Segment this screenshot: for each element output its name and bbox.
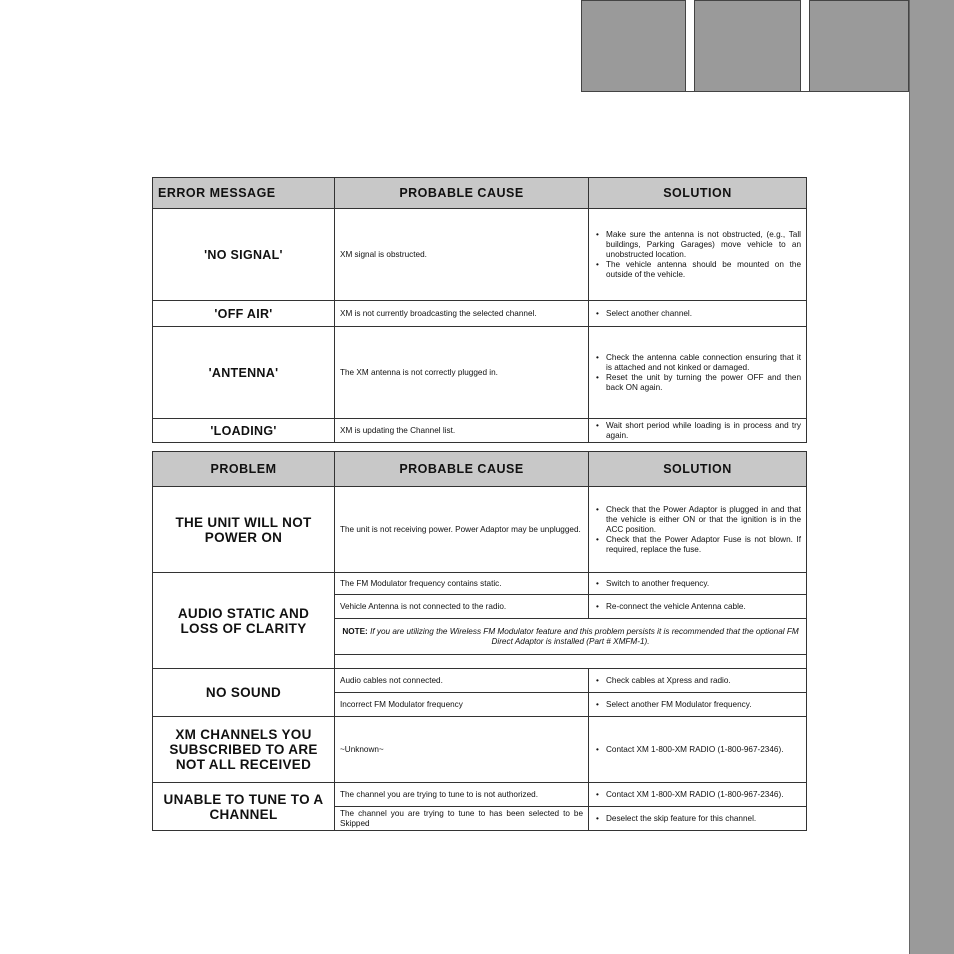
note-label: NOTE: — [342, 626, 368, 636]
header-probable-cause: PROBABLE CAUSE — [335, 178, 589, 209]
problem: XM CHANNELS YOU SUBSCRIBED TO ARE NOT ALL RECEIVED — [153, 717, 335, 783]
table-row — [153, 669, 807, 693]
note-text: If you are utilizing the Wireless FM Modulator feature and this problem persists it is recommended that the optional FM Direct Adaptor is installed (Part # XMFM-1). — [370, 626, 799, 646]
error-message: 'NO SIGNAL' — [153, 209, 335, 301]
problem-table — [152, 451, 807, 831]
empty-cell — [335, 655, 807, 669]
solution — [589, 717, 807, 783]
solution — [589, 573, 807, 595]
chapter-tab-3 — [809, 0, 909, 92]
solution — [589, 327, 807, 419]
table-row — [153, 783, 807, 807]
probable-cause: XM is not currently broadcasting the selected channel. — [335, 301, 589, 327]
table-row — [153, 419, 807, 443]
solution — [589, 693, 807, 717]
page-side-tab — [909, 0, 954, 954]
error-message: 'ANTENNA' — [153, 327, 335, 419]
solution-item: • Reset the unit by turning the power OFF and then back ON again. — [606, 373, 801, 393]
error-message: 'LOADING' — [153, 419, 335, 443]
probable-cause: Incorrect FM Modulator frequency — [335, 693, 589, 717]
solution-item: • Switch to another frequency. — [606, 579, 801, 589]
solution — [589, 419, 807, 443]
table-row — [153, 301, 807, 327]
solution — [589, 301, 807, 327]
header-row — [153, 452, 807, 487]
solution-item: • Check that the Power Adaptor Fuse is not blown. If required, replace the fuse. — [606, 535, 801, 555]
solution — [589, 487, 807, 573]
probable-cause: Audio cables not connected. — [335, 669, 589, 693]
solution-item: • Check cables at Xpress and radio. — [606, 676, 801, 686]
solution-item: • Contact XM 1-800-XM RADIO (1-800-967-2346). — [606, 790, 801, 800]
solution-item: • Check that the Power Adaptor is plugged in and that the vehicle is either ON or that the ignition is in the ACC position. — [606, 505, 801, 535]
probable-cause: ~Unknown~ — [335, 717, 589, 783]
solution — [589, 783, 807, 807]
probable-cause: The channel you are trying to tune to has been selected to be Skipped — [335, 807, 589, 831]
solution — [589, 209, 807, 301]
solution-item: • Select another FM Modulator frequency. — [606, 700, 801, 710]
solution-item: • Select another channel. — [606, 309, 801, 319]
solution-item: • Re-connect the vehicle Antenna cable. — [606, 602, 801, 612]
header-solution: SOLUTION — [589, 178, 807, 209]
probable-cause: The channel you are trying to tune to is not authorized. — [335, 783, 589, 807]
problem: NO SOUND — [153, 669, 335, 717]
error-message: 'OFF AIR' — [153, 301, 335, 327]
tab-baseline — [581, 91, 909, 92]
table-row — [153, 573, 807, 595]
probable-cause: XM signal is obstructed. — [335, 209, 589, 301]
probable-cause: XM is updating the Channel list. — [335, 419, 589, 443]
header-row — [153, 178, 807, 209]
solution-item: • The vehicle antenna should be mounted on the outside of the vehicle. — [606, 260, 801, 280]
header-probable-cause: PROBABLE CAUSE — [335, 452, 589, 487]
table-row — [153, 487, 807, 573]
solution-item: • Make sure the antenna is not obstructed, (e.g., Tall buildings, Parking Garages) move vehicle to an unobstructed location. — [606, 230, 801, 260]
solution-item: • Deselect the skip feature for this channel. — [606, 814, 801, 824]
solution-item: • Contact XM 1-800-XM RADIO (1-800-967-2346). — [606, 745, 801, 755]
solution — [589, 807, 807, 831]
solution — [589, 669, 807, 693]
problem: AUDIO STATIC AND LOSS OF CLARITY — [153, 573, 335, 669]
table-row — [153, 717, 807, 783]
chapter-tab-1 — [581, 0, 686, 92]
problem: THE UNIT WILL NOT POWER ON — [153, 487, 335, 573]
solution-item: • Wait short period while loading is in process and try again. — [606, 421, 801, 441]
solution — [589, 595, 807, 619]
probable-cause: The unit is not receiving power. Power Adaptor may be unplugged. — [335, 487, 589, 573]
probable-cause: Vehicle Antenna is not connected to the radio. — [335, 595, 589, 619]
header-solution: SOLUTION — [589, 452, 807, 487]
table-row — [153, 209, 807, 301]
probable-cause: The FM Modulator frequency contains static. — [335, 573, 589, 595]
table-row — [153, 327, 807, 419]
probable-cause: The XM antenna is not correctly plugged in. — [335, 327, 589, 419]
note — [335, 619, 807, 655]
header-error-message: ERROR MESSAGE — [153, 178, 335, 209]
chapter-tab-2 — [694, 0, 801, 92]
problem: UNABLE TO TUNE TO A CHANNEL — [153, 783, 335, 831]
error-message-table — [152, 177, 807, 443]
solution-item: • Check the antenna cable connection ensuring that it is attached and not kinked or damaged. — [606, 353, 801, 373]
header-problem: PROBLEM — [153, 452, 335, 487]
